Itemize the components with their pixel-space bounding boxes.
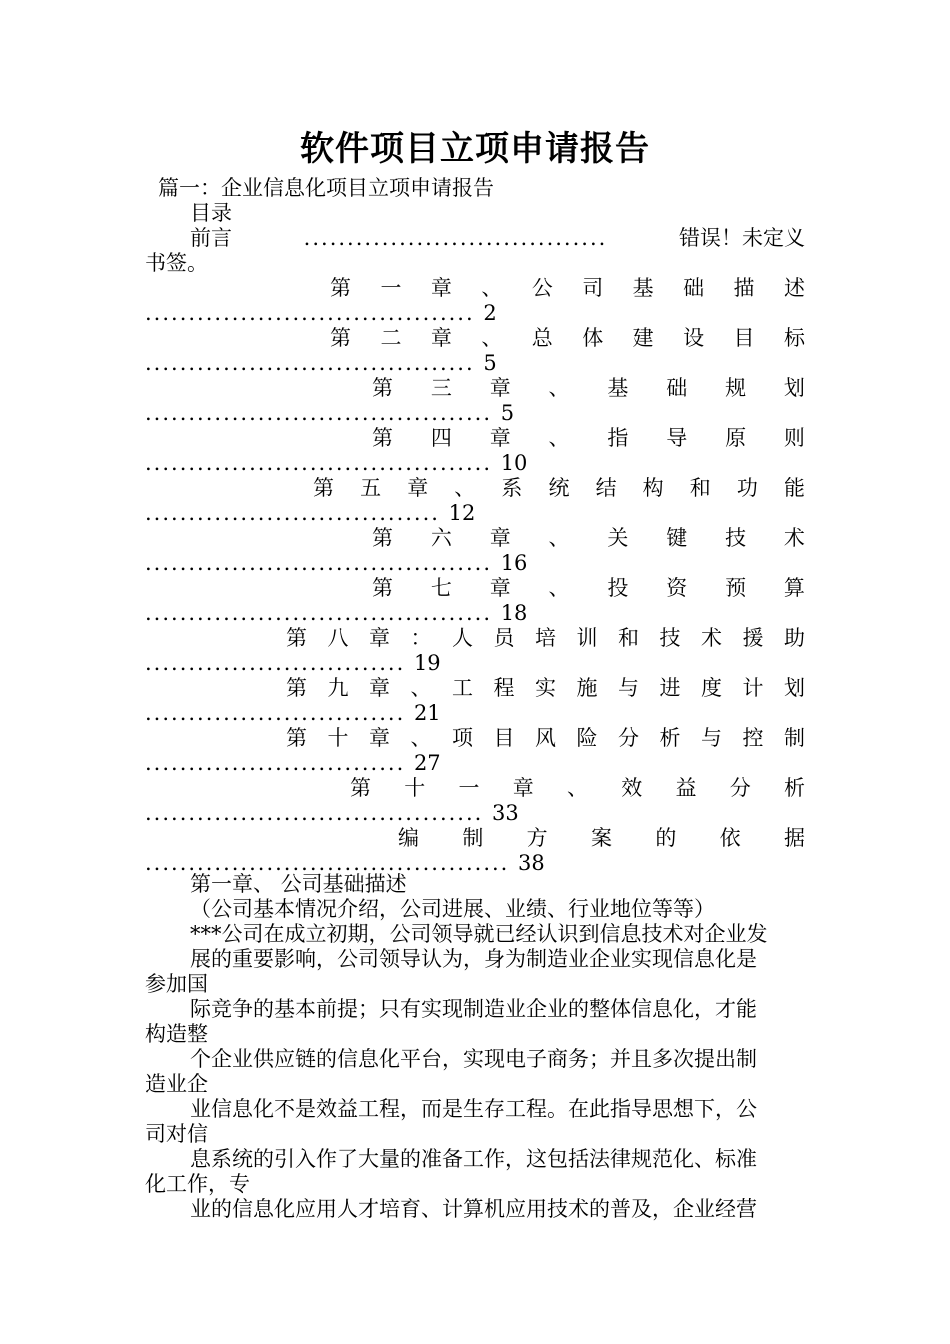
toc-entry-title: 第 六 章 、 关 键 技 术 xyxy=(372,526,805,550)
toc-preface-ref-cont: 书签。 xyxy=(145,251,208,275)
document-subtitle: 篇一：企业信息化项目立项申请报告 xyxy=(158,176,494,200)
paragraph-line: 际竞争的基本前提；只有实现制造业企业的整体信息化，才能 xyxy=(190,997,757,1021)
toc-entry-page: 16 xyxy=(500,551,528,575)
toc-entry-dots: ...................................... xyxy=(145,351,484,375)
toc-preface-line xyxy=(190,226,805,251)
toc-entry-title: 第 四 章 、 指 导 原 则 xyxy=(372,426,805,450)
toc-entry-leader xyxy=(145,401,514,426)
toc-entry-dots: .................................. xyxy=(145,501,449,525)
toc-entry-page: 12 xyxy=(448,501,476,525)
toc-entry-leader xyxy=(145,351,497,376)
toc-entry-page: 21 xyxy=(413,701,441,725)
toc-preface-ref: 错误！未定义 xyxy=(678,226,805,250)
toc-entry-page: 5 xyxy=(483,351,497,375)
toc-entry-leader xyxy=(145,601,527,626)
toc-entry-dots: ...................................... xyxy=(145,301,484,325)
toc-entry-leader xyxy=(145,551,527,576)
toc-entry-leader xyxy=(145,301,497,326)
toc-entry-page: 2 xyxy=(483,301,497,325)
toc-entry-leader xyxy=(145,451,527,476)
paragraph-line: 构造整 xyxy=(145,1022,208,1046)
toc-entry-dots: ........................................ xyxy=(145,401,501,425)
toc-entry-dots: .............................. xyxy=(145,651,414,675)
toc-preface-label: 前言 xyxy=(190,226,232,250)
toc-entry-leader xyxy=(145,751,441,776)
toc-entry-page: 19 xyxy=(413,651,441,675)
toc-preface-dots: ................................... xyxy=(303,226,608,250)
toc-entry-leader xyxy=(145,501,475,526)
toc-heading: 目录 xyxy=(190,201,232,225)
paragraph-line: 化工作，专 xyxy=(145,1172,250,1196)
toc-entry-title: 第 一 章 、 公 司 基 础 描 述 xyxy=(330,276,805,300)
paragraph-line: 息系统的引入作了大量的准备工作，这包括法律规范化、标准 xyxy=(190,1147,757,1171)
paragraph-line: 个企业供应链的信息化平台，实现电子商务；并且多次提出制 xyxy=(190,1047,757,1071)
toc-entry-leader xyxy=(145,651,441,676)
toc-entry-dots: ........................................ xyxy=(145,601,501,625)
toc-entry-page: 10 xyxy=(500,451,528,475)
toc-entry-title: 第 九 章 、 工 程 实 施 与 进 度 计 划 xyxy=(286,676,805,700)
toc-entry-title: 第 三 章 、 基 础 规 划 xyxy=(372,376,805,400)
paragraph-line: 业信息化不是效益工程，而是生存工程。在此指导思想下，公 xyxy=(190,1097,757,1121)
toc-entry-title: 编 制 方 案 的 依 据 xyxy=(398,826,805,850)
paragraph-line: 业的信息化应用人才培育、计算机应用技术的普及，企业经营 xyxy=(190,1197,757,1221)
toc-entry-page: 27 xyxy=(413,751,441,775)
toc-entry-dots: .............................. xyxy=(145,751,414,775)
toc-entry-leader xyxy=(145,801,519,826)
toc-entry-dots: .............................. xyxy=(145,701,414,725)
chapter-heading: 第一章、 公司基础描述 xyxy=(190,872,407,896)
toc-entry-page: 33 xyxy=(492,801,519,825)
toc-entry-title: 第 十 章 、 项 目 风 险 分 析 与 控 制 xyxy=(286,726,805,750)
toc-entry-title: 第 五 章 、 系 统 结 构 和 功 能 xyxy=(313,476,805,500)
paragraph-line: ***公司在成立初期，公司领导就已经认识到信息技术对企业发 xyxy=(190,922,768,946)
paragraph-line: 展的重要影响，公司领导认为，身为制造业企业实现信息化是 xyxy=(190,947,757,971)
toc-entry-page: 5 xyxy=(500,401,515,425)
paragraph-line: 司对信 xyxy=(145,1122,208,1146)
toc-entry-page: 38 xyxy=(518,851,545,875)
toc-entry-dots: ........................................ xyxy=(145,551,501,575)
toc-entry-dots: .......................................... xyxy=(145,851,519,875)
paragraph-line: 参加国 xyxy=(145,972,208,996)
toc-entry-title: 第 十 一 章 、 效 益 分 析 xyxy=(350,776,805,800)
toc-entry-title: 第 七 章 、 投 资 预 算 xyxy=(372,576,805,600)
toc-entry-leader xyxy=(145,701,441,726)
toc-entry-title: 第 八 章 ： 人 员 培 训 和 技 术 援 助 xyxy=(286,626,805,650)
toc-entry-dots: ........................................ xyxy=(145,451,501,475)
toc-entry-title: 第 二 章 、 总 体 建 设 目 标 xyxy=(330,326,805,350)
document-title: 软件项目立项申请报告 xyxy=(300,129,650,169)
toc-entry-page: 18 xyxy=(500,601,528,625)
paragraph-line: 造业企 xyxy=(145,1072,208,1096)
chapter-note: （公司基本情况介绍，公司进展、业绩、行业地位等等） xyxy=(190,897,715,921)
toc-entry-dots: ....................................... xyxy=(145,801,493,825)
